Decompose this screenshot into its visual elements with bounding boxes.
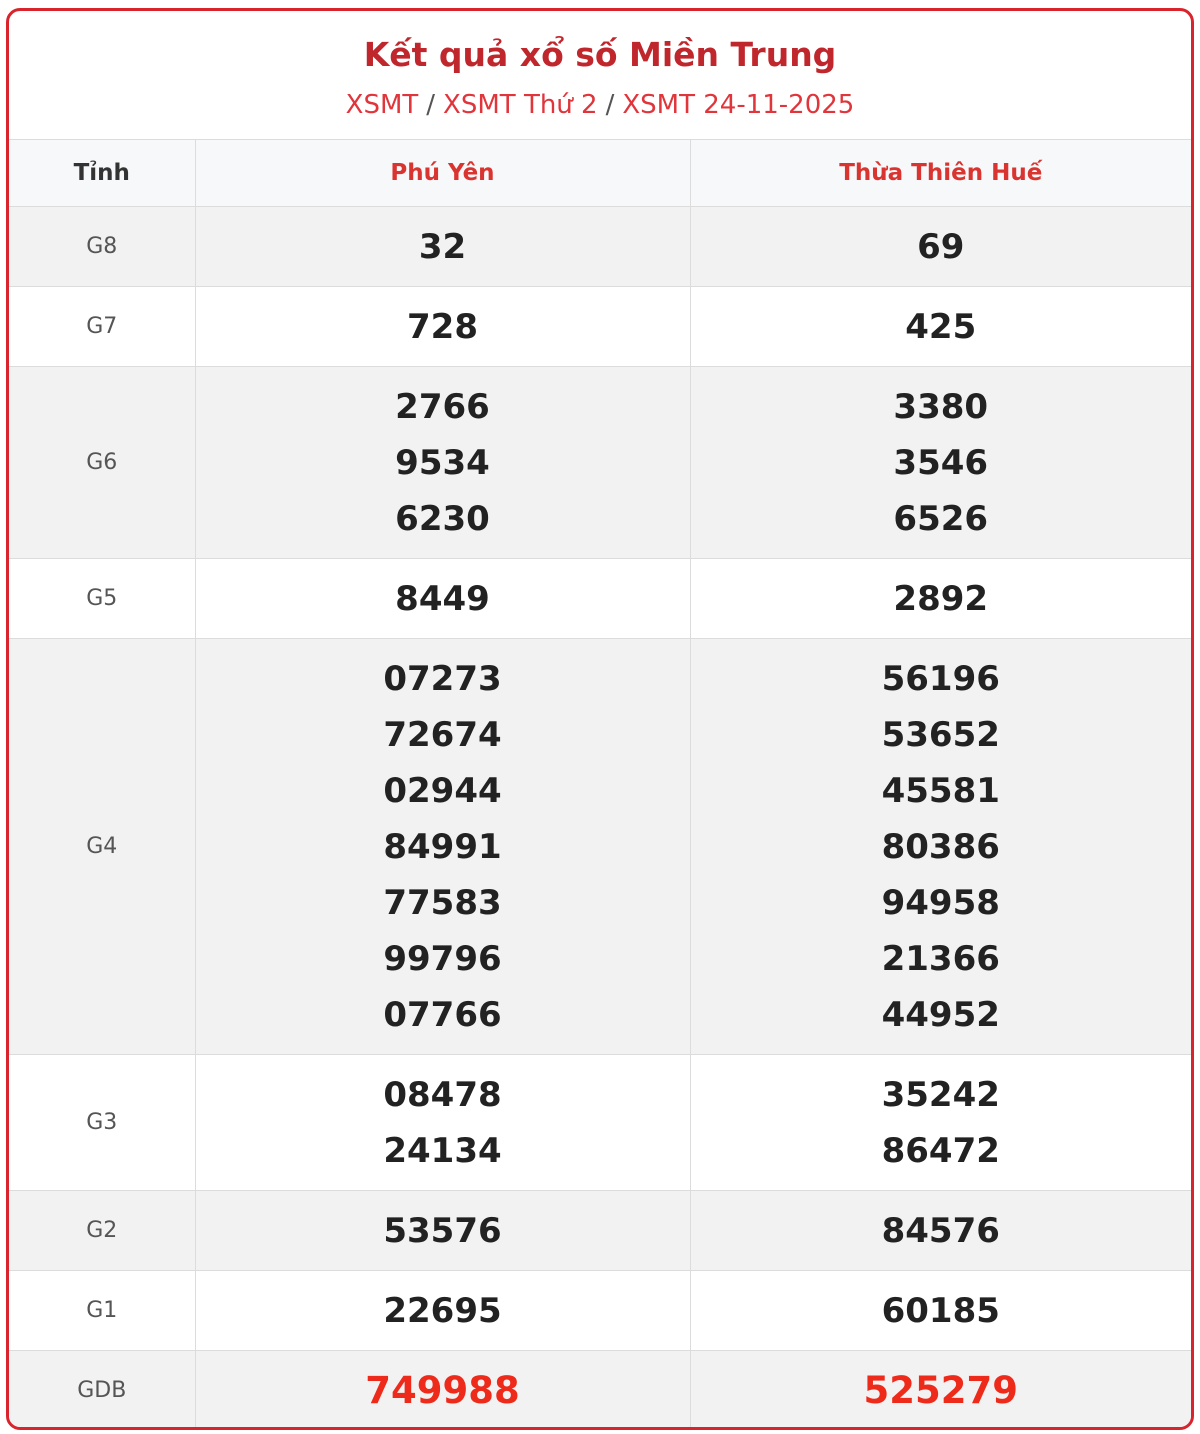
prize-label: G4 — [9, 639, 195, 1055]
prize-number: 32 — [418, 227, 467, 267]
prize-cell — [195, 1271, 690, 1351]
prize-number: 53652 — [881, 715, 1000, 755]
breadcrumb-separator: / — [426, 90, 436, 120]
prize-cell — [690, 1055, 1191, 1191]
prize-row-g6 — [9, 367, 1191, 559]
prize-number: 2766 — [395, 387, 490, 427]
prize-cell — [195, 559, 690, 639]
prize-number: 53576 — [383, 1211, 502, 1251]
prize-row-g4 — [9, 639, 1191, 1055]
special-prize-number: 749988 — [365, 1369, 520, 1412]
prize-label: G7 — [9, 287, 195, 367]
prize-row-gdb — [9, 1351, 1191, 1431]
breadcrumb-link-xsmt-date[interactable]: XSMT 24-11-2025 — [622, 90, 855, 120]
prize-number: 24134 — [383, 1131, 502, 1171]
results-header — [9, 11, 1191, 140]
prize-number: 425 — [905, 307, 977, 347]
prize-number: 07273 — [383, 659, 502, 699]
prize-label: G1 — [9, 1271, 195, 1351]
prize-cell — [690, 1351, 1191, 1431]
column-header-phu-yen[interactable]: Phú Yên — [195, 140, 690, 207]
prize-number: 8449 — [395, 579, 490, 619]
prize-row-g7 — [9, 287, 1191, 367]
prize-number: 728 — [407, 307, 478, 347]
prize-number: 6230 — [395, 499, 490, 539]
prize-cell — [690, 639, 1191, 1055]
prize-cell — [195, 1055, 690, 1191]
prize-cell — [195, 639, 690, 1055]
prize-number: 07766 — [383, 995, 502, 1035]
prize-label: GDB — [9, 1351, 195, 1431]
prize-row-g2 — [9, 1191, 1191, 1271]
breadcrumb — [9, 87, 1191, 123]
special-prize-number: 525279 — [863, 1369, 1018, 1412]
prize-cell — [195, 287, 690, 367]
prize-number: 84576 — [881, 1211, 1000, 1251]
prize-number: 94958 — [881, 883, 1000, 923]
prize-cell — [690, 207, 1191, 287]
breadcrumb-link-xsmt-thu-2[interactable]: XSMT Thứ 2 — [443, 90, 598, 120]
prize-number: 22695 — [383, 1291, 502, 1331]
prize-number: 02944 — [383, 771, 502, 811]
breadcrumb-link-xsmt[interactable]: XSMT — [345, 90, 419, 120]
prize-label: G6 — [9, 367, 195, 559]
prize-number: 80386 — [881, 827, 1000, 867]
results-table-body — [9, 207, 1191, 1431]
prize-number: 60185 — [881, 1291, 1000, 1331]
prize-row-g1 — [9, 1271, 1191, 1351]
column-header-province: Tỉnh — [9, 140, 195, 207]
prize-cell — [690, 1271, 1191, 1351]
prize-number: 44952 — [881, 995, 1000, 1035]
prize-cell — [690, 559, 1191, 639]
prize-label: G2 — [9, 1191, 195, 1271]
prize-number: 69 — [917, 227, 965, 267]
prize-cell — [195, 1191, 690, 1271]
prize-cell — [690, 367, 1191, 559]
prize-label: G3 — [9, 1055, 195, 1191]
prize-cell — [690, 287, 1191, 367]
prize-number: 3546 — [893, 443, 989, 483]
prize-number: 99796 — [383, 939, 502, 979]
prize-row-g3 — [9, 1055, 1191, 1191]
prize-number: 35242 — [881, 1075, 1000, 1115]
prize-number: 56196 — [881, 659, 1000, 699]
prize-label: G8 — [9, 207, 195, 287]
prize-number: 45581 — [881, 771, 1000, 811]
prize-number: 21366 — [881, 939, 1000, 979]
prize-row-g5 — [9, 559, 1191, 639]
prize-number: 86472 — [881, 1131, 1000, 1171]
prize-label: G5 — [9, 559, 195, 639]
prize-number: 3380 — [893, 387, 989, 427]
results-card — [6, 8, 1194, 1430]
prize-number: 08478 — [383, 1075, 502, 1115]
prize-cell — [195, 367, 690, 559]
prize-number: 6526 — [893, 499, 989, 539]
results-table — [9, 140, 1191, 1430]
prize-number: 2892 — [893, 579, 989, 619]
column-header-thua-thien-hue[interactable]: Thừa Thiên Huế — [690, 140, 1191, 207]
prize-number: 9534 — [395, 443, 490, 483]
prize-number: 84991 — [383, 827, 502, 867]
prize-number: 77583 — [383, 883, 502, 923]
page-title: Kết quả xổ số Miền Trung — [363, 35, 837, 74]
prize-number: 72674 — [383, 715, 502, 755]
prize-cell — [690, 1191, 1191, 1271]
prize-cell — [195, 207, 690, 287]
table-header-row — [9, 140, 1191, 207]
breadcrumb-separator: / — [605, 90, 615, 120]
prize-row-g8 — [9, 207, 1191, 287]
prize-cell — [195, 1351, 690, 1431]
